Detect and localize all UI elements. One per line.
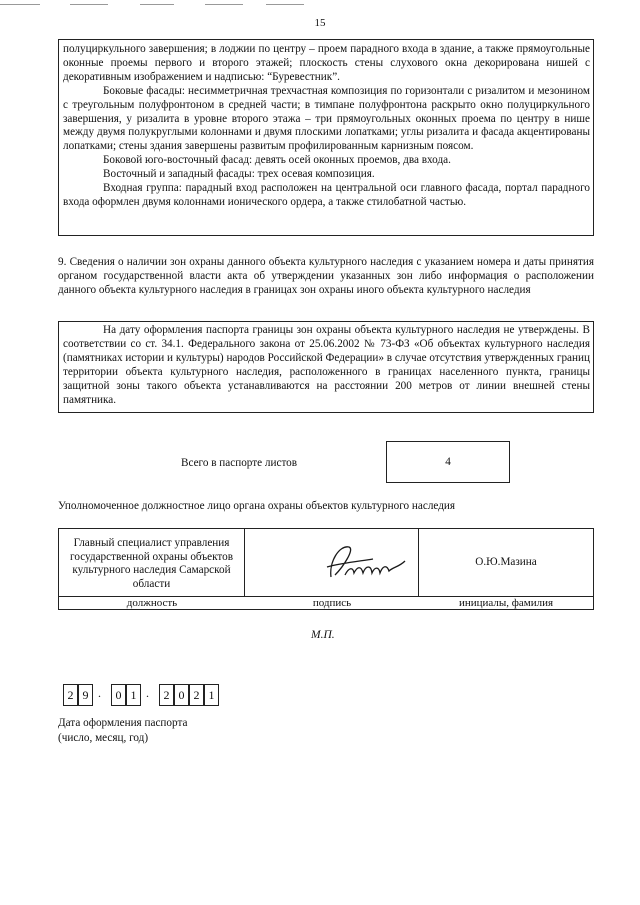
handwritten-signature (321, 537, 411, 587)
description-paragraph: Восточный и западный фасады: трех осевая композиция. (103, 168, 375, 181)
description-paragraph: полуциркульного завершения; в лоджии по центру – проем парадного входа в здание, а также прямоугольные оконные проемы первого и второго этажей; плоскость стены слухового окна декорирована нишей с декоративным изображением и надписью: “Буревестник”. (63, 43, 590, 83)
description-box (58, 39, 594, 236)
protection-zones-text: На дату оформления паспорта границы зон охраны объекта культурного наследия не утверждены. В соответствии со ст. 34.1. Федерального закона от 25.06.2002 № 73-ФЗ «Об объектах культурного наследия (памятниках истории и культуры) народов Российской Федерации» в случае отсутствия утвержденных границ территории объекта культурного наследия, расположенного в границах населенного пункта, границы защитной зоны такого объекта устанавливаются на расстоянии 200 метров от линии внешней стены памятника. (63, 324, 590, 406)
scan-mark (205, 4, 243, 5)
scan-mark (140, 4, 174, 5)
signature-cell (245, 529, 419, 596)
description-paragraph: Боковые фасады: несимметричная трехчастная композиция по горизонтали с ризалитом и мезонином с треугольным полуфронтоном в средней части; в тимпане полуфронтона раскрыто окно полуциркульного завершения, у ризалита в уровне второго этажа – три прямоугольных оконных проема по центру в нише между двумя полукруглыми колоннами и двумя плоскими лопатками; углы ризалита и фасада акцентированы лопатками; стены здания завершены развитым профилированным карнизным поясом. (63, 84, 590, 153)
date-label-line: Дата оформления паспорта (58, 717, 188, 729)
date-digit: 9 (78, 684, 93, 706)
date-separator: . (146, 686, 149, 700)
caption-name: инициалы, фамилия (458, 597, 554, 609)
date-separator: . (98, 686, 101, 700)
scan-mark (70, 4, 108, 5)
official-title: Уполномоченное должностное лицо органа охраны объектов культурного наследия (58, 500, 456, 512)
date-digit: 0 (174, 684, 189, 706)
description-paragraph: Боковой юго-восточный фасад: девять осей оконных проемов, два входа. (103, 154, 451, 167)
protection-zones-box (58, 321, 594, 413)
scan-mark (0, 4, 40, 5)
stamp-label: М.П. (311, 629, 335, 641)
date-digit: 2 (159, 684, 174, 706)
date-digit: 2 (189, 684, 204, 706)
date-label (58, 716, 187, 745)
date-label-line: (число, месяц, год) (58, 731, 149, 744)
sheets-count: 4 (386, 441, 510, 483)
date-digit: 1 (204, 684, 219, 706)
date-digit: 2 (63, 684, 78, 706)
date-digit: 1 (126, 684, 141, 706)
caption-signature: подпись (312, 597, 352, 609)
page-number: 15 (314, 17, 326, 29)
caption-position: должность (126, 597, 178, 609)
scan-mark (266, 4, 304, 5)
description-paragraph: Входная группа: парадный вход расположен на центральной оси главного фасада, портал парадного входа оформлен двумя колоннами ионического ордера, а также стилобатной частью. (63, 182, 590, 208)
section-9-heading: 9. Сведения о наличии зон охраны данного объекта культурного наследия с указанием номера и даты принятия органом государственной власти акта об утверждении указанных зон либо информация о расположении данного объекта культурного наследия в границах зон охраны иного объекта культурного наследия (58, 256, 594, 296)
position-cell: Главный специалист управления государственной охраны объектов культурного наследия Самарской области (59, 529, 245, 596)
signature-table (58, 528, 594, 610)
name-cell: О.Ю.Мазина (475, 556, 537, 568)
date-digit: 0 (111, 684, 126, 706)
sheets-label: Всего в паспорте листов (181, 457, 298, 469)
